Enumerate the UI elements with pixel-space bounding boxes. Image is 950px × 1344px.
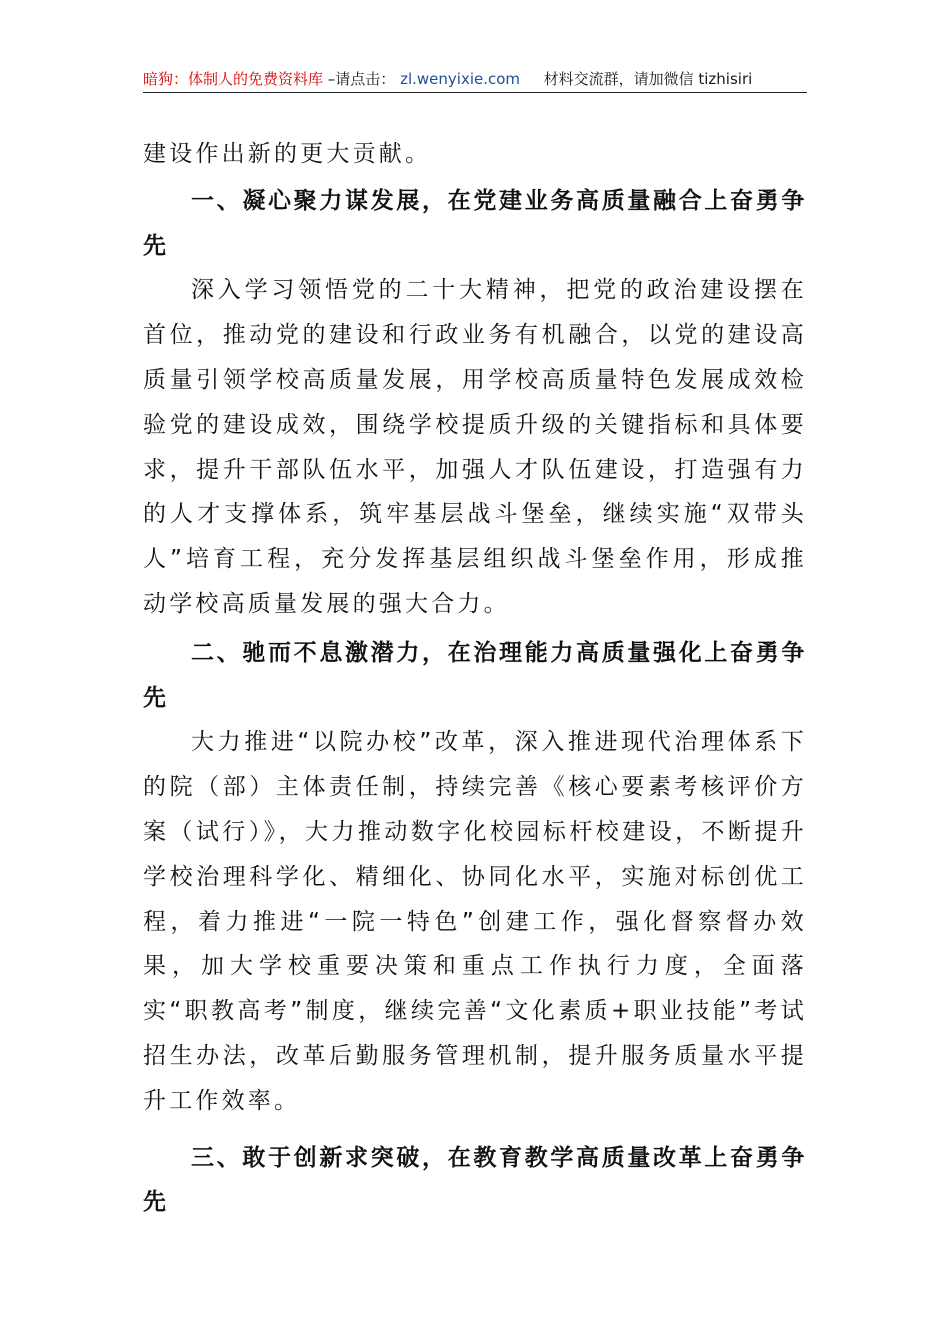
contact-info: 材料交流群，请加微信 tizhisiri	[543, 70, 753, 88]
section-1-paragraph: 深入学习领悟党的二十大精神，把党的政治建设摆在首位，推动党的建设和行政业务有机融合，以党的建设高质量引领学校高质量发展，用学校高质量特色发展成效检验党的建设成效，围绕学校提质升级的关键指标和具体要求，提升干部队伍水平，加强人才队伍建设，打造强有力的人才支撑体系，筑牢基层战斗堡垒，继续实施“双带头人”培育工程，充分发挥基层组织战斗堡垒作用，形成推动学校高质量发展的强大合力。	[143, 277, 807, 617]
section-3-heading: 三、敢于创新求突破，在教育教学高质量改革上奋勇争先	[143, 1144, 807, 1216]
site-url-link[interactable]: zl.wenyixie.com	[400, 70, 521, 88]
page-header	[143, 66, 807, 93]
section-2-paragraph: 大力推进“以院办校”改革，深入推进现代治理体系下的院（部）主体责任制，持续完善《核心要素考核评价方案（试行）》，大力推动数字化校园标杆校建设，不断提升学校治理科学化、精细化、协同化水平，实施对标创优工程，着力推进“一院一特色”创建工作，强化督察督办效果，加大学校重要决策和重点工作执行力度，全面落实“职教高考”制度，继续完善“文化素质+职业技能”考试招生办法，改革后勤服务管理机制，提升服务质量水平提升工作效率。	[143, 729, 807, 1114]
section-1-heading: 一、凝心聚力谋发展，在党建业务高质量融合上奋勇争先	[143, 187, 807, 259]
section-2-heading: 二、驰而不息激潜力，在治理能力高质量强化上奋勇争先	[143, 639, 807, 711]
document-body	[143, 132, 807, 1225]
click-prompt: –请点击：	[327, 70, 396, 88]
intro-tail-text: 建设作出新的更大贡献。	[143, 141, 432, 167]
site-name[interactable]: 暗狗：体制人的免费资料库	[143, 70, 324, 88]
